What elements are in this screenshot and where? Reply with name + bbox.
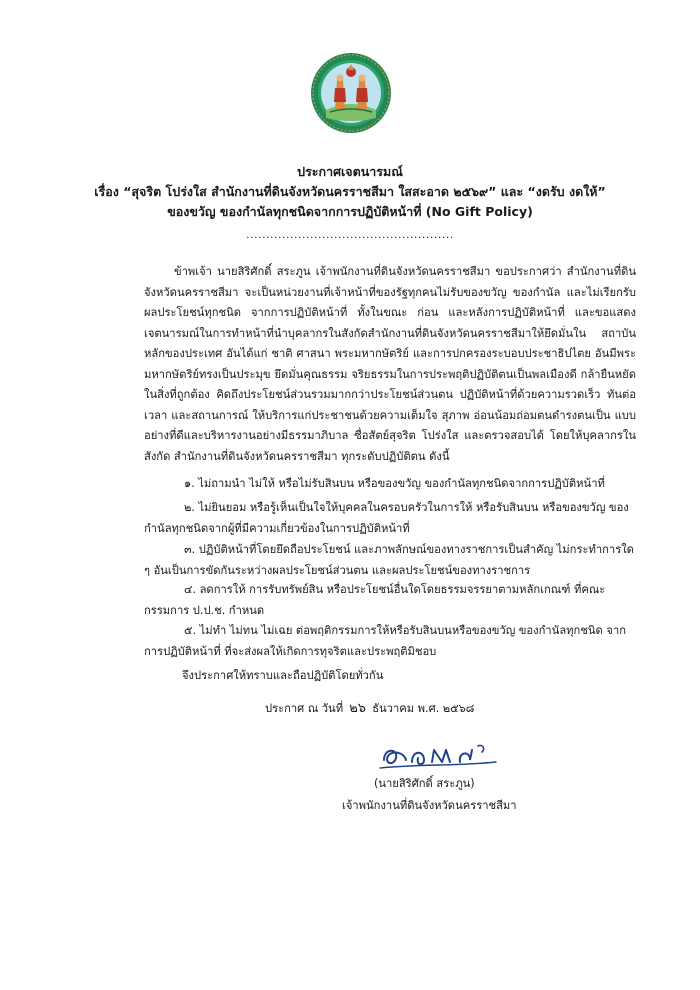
list-item-4: ๔. ลดการให้ การรับทรัพย์สิน หรือประโยชน์อื่นใดโดยธรรมจรรยาตามหลักเกณฑ์ ที่คณะกรรมการ ป.ป.ช. กำหนด [144,583,606,617]
signer-name: (นายสิริศักดิ์ สระภูน) [374,777,475,790]
date-suffix: ธันวาคม พ.ศ. ๒๕๖๘ [372,702,475,715]
announcement-date [265,697,474,718]
list-item-2: ๒. ไม่ยินยอม หรือรู้เห็นเป็นใจให้บุคคลในครอบครัวในการให้ หรือรับสินบน หรือของขวัญ ของกำนัลทุกชนิดจากผู้ที่มีความเกี่ยวข้องในการปฏิบัติหน้าที่ [144,501,629,535]
list-item-1: ๑. ไม่ถามนำ ไม่ให้ หรือไม่รับสินบน หรือของขวัญ ของกำนัลทุกชนิดจากการปฏิบัติหน้าที่ [184,477,605,490]
list-item-3: ๓. ปฏิบัติหน้าที่โดยยึดถือประโยชน์ และภาพลักษณ์ของทางราชการเป็นสำคัญ ไม่กระทำการใด ๆ อันเป็นการขัดกันระหว่างผลประโยชน์ส่วนตน และผลประโยชน์ของทางราชการ [144,543,634,577]
signer-position: เจ้าพนักงานที่ดินจังหวัดนครราชสีมา [342,799,517,812]
document-subject-line-2: ของขวัญ ของกำนัลทุกชนิดจากการปฏิบัติหน้าที่ (No Gift Policy) [167,204,533,219]
land-office-emblem-icon [310,52,392,134]
document-subject-line-1: เรื่อง “สุจริต โปร่งใส สำนักงานที่ดินจังหวัดนครราชสีมา ใสสะอาด ๒๕๖๙” และ “งดรับ งดให้” [94,184,606,199]
intro-paragraph: ข้าพเจ้า นายสิริศักดิ์ สระภูน เจ้าพนักงานที่ดินจังหวัดนครราชสีมา ขอประกาศว่า สำนักงานที่ดินจังหวัดนครราชสีมา จะเป็นหน่วยงานที่เจ้าหน้าที่ของรัฐทุกคนไม่รับของขวัญ ของกำนัล และไม่เรียกรับผลประโยชน์ทุกชนิด จากการปฏิบัติหน้าที่ ทั้งในขณะ ก่อน และหลังการปฏิบัติหน้าที่ และขอแสดงเจตนารมณ์ในการทำหน้าที่นำบุคลากรในสังกัดสำนักงานที่ดินจังหวัดนครราชสีมาให้ยึดมั่นใน สถาบันหลักของประเทศ อันได้แก่ ชาติ ศาสนา พระมหากษัตริย์ และการปกครองระบอบประชาธิปไตย อันมีพระมหากษัตริย์ทรงเป็นประมุข ยึดมั่นคุณธรรม จริยธรรมในการประพฤติปฏิบัติตนเป็นพลเมืองดี กล้ายืนหยัดในสิ่งที่ถูกต้อง คิดถึงประโยชน์ส่วนรวมมากกว่าประโยชน์ส่วนตน ปฏิบัติหน้าที่ด้วยความรวดเร็ว ทันต่อเวลา และสถานการณ์ ให้บริการแก่ประชาชนด้วยความเต็มใจ สุภาพ อ่อนน้อมถ่อมตนดำรงตนเป็น แบบอย่างที่ดีและบริหารงานอย่างมีธรรมาภิบาล ซื่อสัตย์สุจริต โปร่งใส และตรวจสอบได้ โดยให้บุคลากรในสังกัด สำนักงานที่ดินจังหวัดนครราชสีมา ทุกระดับปฏิบัติตน ดังนี้ [144,265,636,463]
date-prefix: ประกาศ ณ วันที่ [265,702,344,715]
date-day: ๒๖ [349,701,367,716]
list-item-5: ๕. ไม่ทำ ไม่ทน ไม่เฉย ต่อพฤติกรรมการให้หรือรับสินบนหรือของขวัญ ของกำนัลทุกชนิด จากการปฏิบัติหน้าที่ ที่จะส่งผลให้เกิดการทุจริตและประพฤติมิชอบ [144,624,626,658]
document-title: ประกาศเจตนารมณ์ [297,164,403,179]
closing-statement: จึงประกาศให้ทราบและถือปฏิบัติโดยทั่วกัน [182,669,384,682]
handwritten-signature [378,738,502,772]
dotted-divider: .................................................... [246,228,454,241]
